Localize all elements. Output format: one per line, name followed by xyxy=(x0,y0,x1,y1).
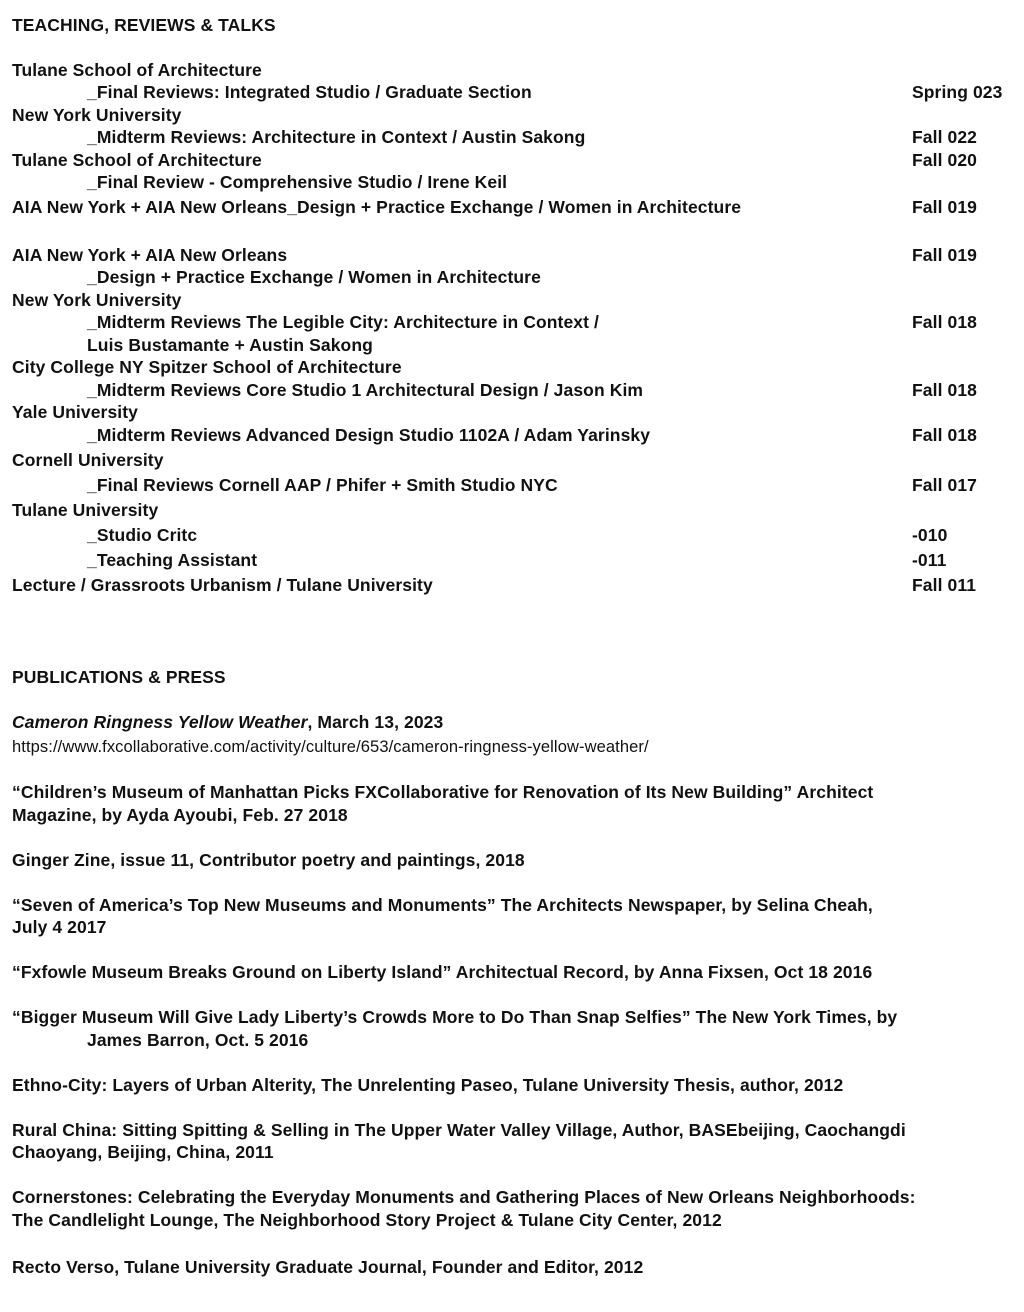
teaching-detail: _Final Reviews Cornell AAP / Phifer + Smith Studio NYC xyxy=(87,475,558,495)
teaching-date: Fall 022 xyxy=(912,127,978,147)
publication-entry: “Fxfowle Museum Breaks Ground on Liberty Island” Architectual Record, by Anna Fixsen, Oct 18 2016 xyxy=(12,962,873,982)
teaching-date: Fall 017 xyxy=(912,475,978,495)
publication-entry: “Seven of America’s Top New Museums and Monuments” The Architects Newspaper, by Selina Cheah, xyxy=(12,895,873,915)
teaching-institution: Tulane University xyxy=(12,500,159,520)
publication-entry: “Children’s Museum of Manhattan Picks FXCollaborative for Renovation of Its New Building” Architect xyxy=(12,782,874,802)
publication-entry: Recto Verso, Tulane University Graduate Journal, Founder and Editor, 2012 xyxy=(12,1257,644,1277)
teaching-date: Fall 011 xyxy=(912,575,977,595)
publication-entry: July 4 2017 xyxy=(12,917,107,937)
teaching-institution: Cornell University xyxy=(12,450,164,470)
teaching-date: Fall 020 xyxy=(912,150,978,170)
publication-entry: Chaoyang, Beijing, China, 2011 xyxy=(12,1142,274,1162)
teaching-detail: _Final Review - Comprehensive Studio / Irene Keil xyxy=(87,172,508,192)
publications-heading: PUBLICATIONS & PRESS xyxy=(12,667,226,687)
teaching-detail: _Midterm Reviews Core Studio 1 Architectural Design / Jason Kim xyxy=(87,380,644,400)
teaching-detail: _Midterm Reviews Advanced Design Studio 1102A / Adam Yarinsky xyxy=(87,425,651,445)
teaching-date: -010 xyxy=(912,525,948,545)
publication-entry: “Bigger Museum Will Give Lady Liberty’s Crowds More to Do Than Snap Selfies” The New York Times, by xyxy=(12,1007,898,1027)
publication-entry: Cornerstones: Celebrating the Everyday Monuments and Gathering Places of New Orleans Neighborhoods: xyxy=(12,1187,916,1207)
teaching-date: Fall 018 xyxy=(912,380,978,400)
publication-url[interactable]: https://www.fxcollaborative.com/activity/culture/653/cameron-ringness-yellow-weather/ xyxy=(12,738,649,756)
teaching-institution: Tulane School of Architecture xyxy=(12,150,262,170)
publication-title: Cameron Ringness Yellow Weather xyxy=(12,712,308,732)
teaching-date: -011 xyxy=(912,550,947,570)
teaching-institution: New York University xyxy=(12,105,182,125)
teaching-entry: Lecture / Grassroots Urbanism / Tulane University xyxy=(12,575,433,595)
teaching-date: Fall 019 xyxy=(912,197,978,217)
teaching-heading: TEACHING, REVIEWS & TALKS xyxy=(12,15,276,35)
teaching-detail: _Final Reviews: Integrated Studio / Graduate Section xyxy=(87,82,532,102)
teaching-date: Fall 018 xyxy=(912,312,978,332)
teaching-detail: _Midterm Reviews: Architecture in Context / Austin Sakong xyxy=(87,127,586,147)
teaching-detail: _Design + Practice Exchange / Women in Architecture xyxy=(87,267,541,287)
publication-entry xyxy=(12,711,443,733)
publication-entry: Magazine, by Ayda Ayoubi, Feb. 27 2018 xyxy=(12,805,348,825)
teaching-institution: Tulane School of Architecture xyxy=(12,60,262,80)
teaching-detail: _Studio Critc xyxy=(87,525,198,545)
publication-entry: Ginger Zine, issue 11, Contributor poetry and paintings, 2018 xyxy=(12,850,525,870)
publication-entry: The Candlelight Lounge, The Neighborhood Story Project & Tulane City Center, 2012 xyxy=(12,1210,722,1230)
publication-date: , March 13, 2023 xyxy=(307,712,444,732)
teaching-date: Fall 018 xyxy=(912,425,978,445)
teaching-detail: Luis Bustamante + Austin Sakong xyxy=(87,335,373,355)
teaching-institution: New York University xyxy=(12,290,182,310)
teaching-institution: City College NY Spitzer School of Architecture xyxy=(12,357,402,377)
publication-entry: Ethno-City: Layers of Urban Alterity, The Unrelenting Paseo, Tulane University Thesis, author, 2012 xyxy=(12,1075,844,1095)
teaching-detail: _Teaching Assistant xyxy=(87,550,258,570)
teaching-date: Spring 023 xyxy=(912,82,1003,102)
publication-entry: Rural China: Sitting Spitting & Selling in The Upper Water Valley Village, Author, BASEbeijing, Caochangdi xyxy=(12,1120,906,1140)
teaching-entry: AIA New York + AIA New Orleans_Design + Practice Exchange / Women in Architecture xyxy=(12,197,742,217)
teaching-institution: Yale University xyxy=(12,402,139,422)
publication-entry: James Barron, Oct. 5 2016 xyxy=(87,1030,309,1050)
teaching-detail: _Midterm Reviews The Legible City: Architecture in Context / xyxy=(87,312,599,332)
teaching-institution: AIA New York + AIA New Orleans xyxy=(12,245,288,265)
teaching-date: Fall 019 xyxy=(912,245,978,265)
